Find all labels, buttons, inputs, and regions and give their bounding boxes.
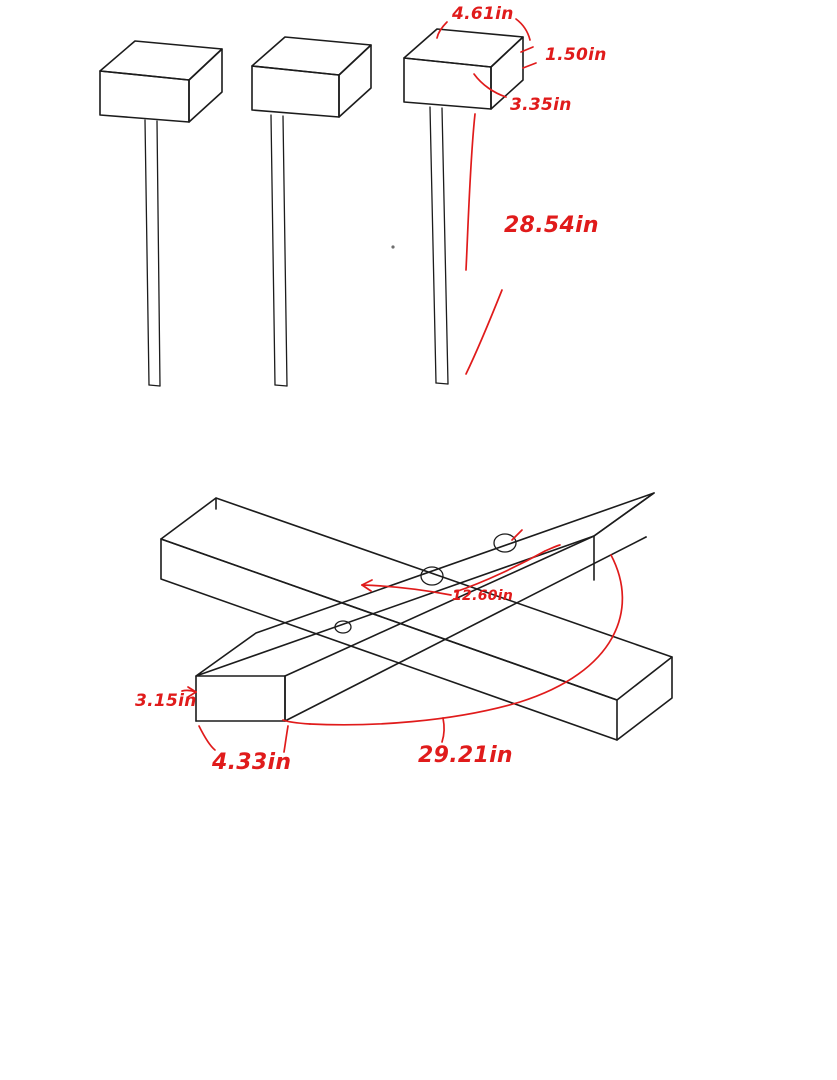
annotation-hole-spacing: 12.60in: [452, 588, 514, 604]
annotation-block-length: 4.61in: [452, 4, 514, 24]
annotation-beam-width: 4.33in: [212, 750, 292, 775]
annotation-beam-length: 29.21in: [418, 743, 513, 768]
annotation-beam-height: 3.15in: [135, 691, 197, 711]
annotation-stem-length: 28.54in: [504, 213, 599, 238]
annotation-block-height: 1.50in: [545, 45, 607, 65]
annotation-block-depth: 3.35in: [510, 95, 572, 115]
